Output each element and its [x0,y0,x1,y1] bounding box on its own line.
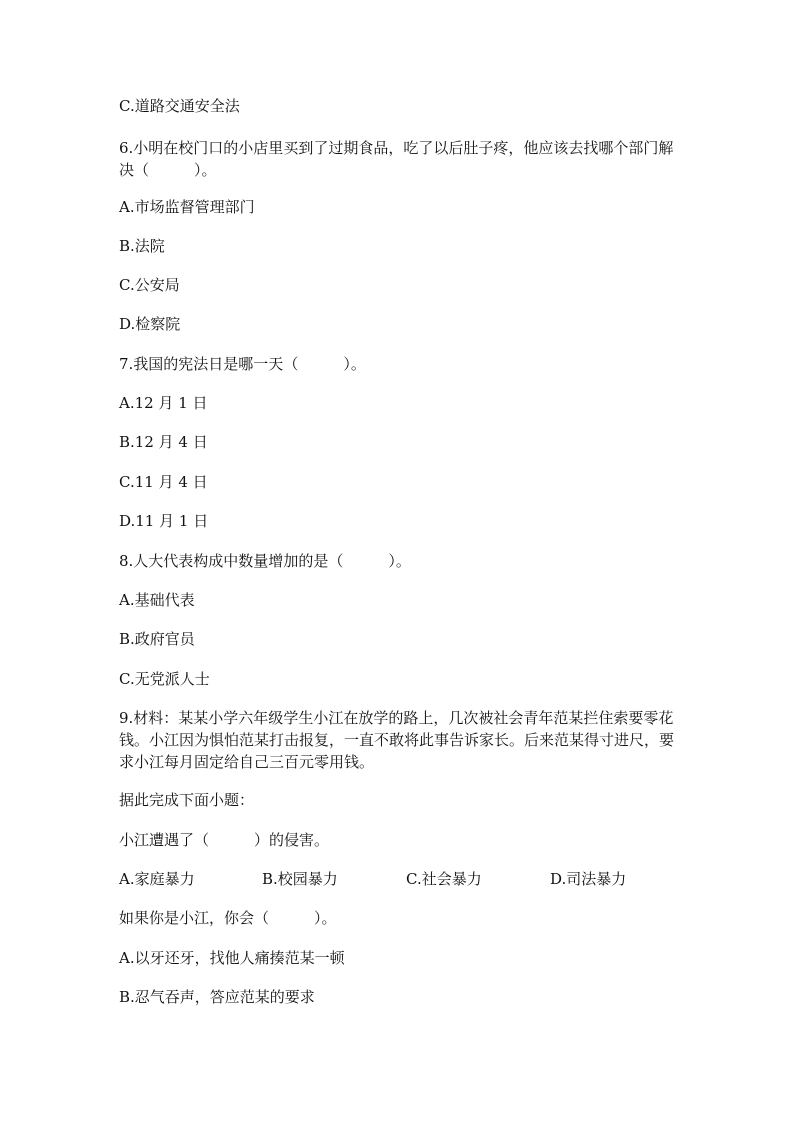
q6-option-b: B.法院 [119,237,165,255]
q6-option-c: C.公安局 [119,276,180,294]
q6-option-a: A.市场监督管理部门 [119,198,255,216]
q8-option-b: B.政府官员 [119,630,195,648]
q9-material: 9.材料：某某小学六年级学生小江在放学的路上，几次被社会青年范某拦住索要零花钱。小江因为惧怕范某打击报复，一直不敢将此事告诉家长。后来范某得寸进尺，要求小江每月固定给自己三百元零用钱。 [119,709,675,771]
q7-option-d: D.11 月 1 日 [119,512,209,530]
q9-instruction: 据此完成下面小题： [119,791,255,809]
q9-sub1-option-a: A.家庭暴力 [119,870,195,888]
q7-option-a: A.12 月 1 日 [119,394,208,412]
q7-option-b: B.12 月 4 日 [119,433,208,451]
q8-option-a: A.基础代表 [119,591,195,609]
q8-option-c: C.无党派人士 [119,670,210,688]
q8-stem: 8.人大代表构成中数量增加的是（ ）。 [119,552,411,570]
q9-sub1-option-d: D.司法暴力 [550,870,627,888]
q6-stem: 6.小明在校门口的小店里买到了过期食品，吃了以后肚子疼，他应该去找哪个部门解决（ ）。 [119,139,674,179]
q9-sub1-stem: 小江遭遇了（ ）的侵害。 [119,831,330,849]
q7-stem: 7.我国的宪法日是哪一天（ ）。 [119,355,366,373]
q9-sub2-stem: 如果你是小江，你会（ ）。 [119,909,337,927]
q5-option-c: C.道路交通安全法 [119,97,240,115]
q6-option-d: D.检察院 [119,315,181,333]
q7-option-c: C.11 月 4 日 [119,473,208,491]
q9-sub2-option-b: B.忍气吞声，答应范某的要求 [119,988,315,1006]
q9-sub2-option-a: A.以牙还牙，找他人痛揍范某一顿 [119,949,345,967]
q9-sub1-option-c: C.社会暴力 [406,870,482,888]
q9-sub1-option-b: B.校园暴力 [262,870,338,888]
